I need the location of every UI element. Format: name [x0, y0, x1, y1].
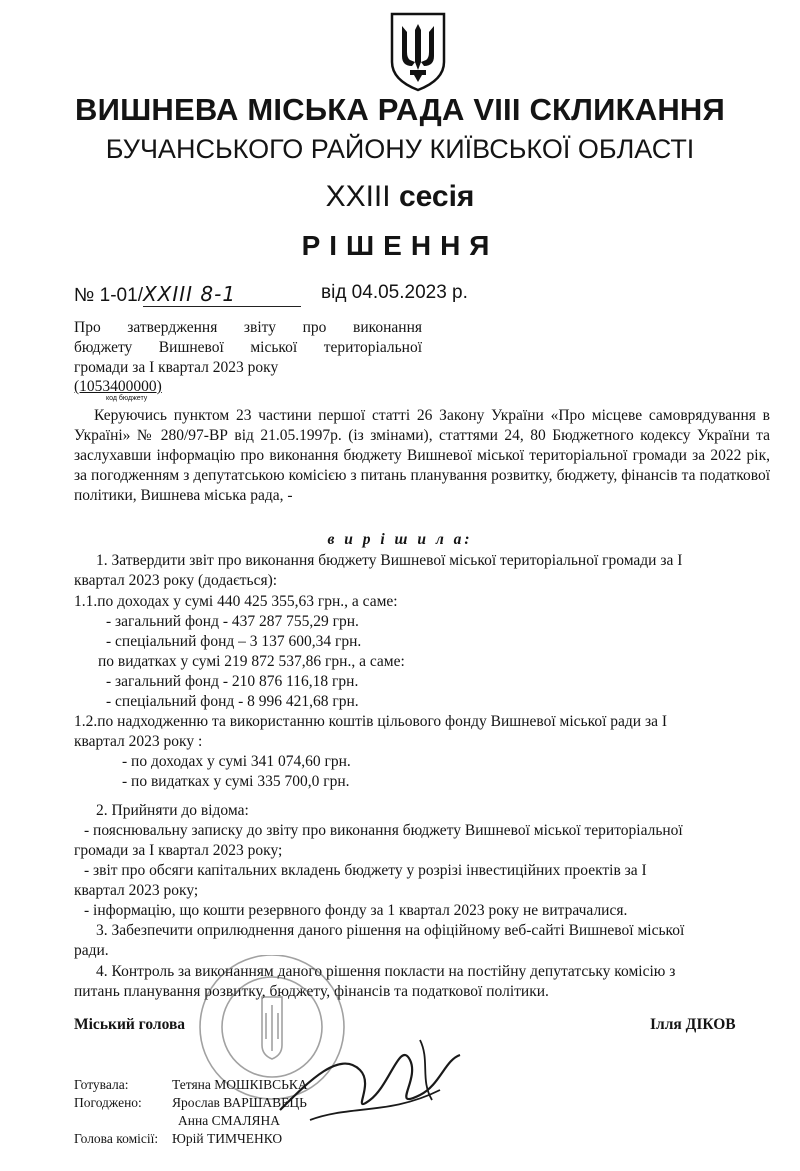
- body-line: квартал 2023 року :: [74, 733, 203, 750]
- body-line: - спеціальний фонд - 8 996 421,68 грн.: [106, 693, 359, 710]
- body-line: по видатках у сумі 219 872 537,86 грн., а саме:: [98, 653, 405, 670]
- decision-number: [74, 282, 301, 307]
- budget-code-caption: код бюджету: [106, 395, 148, 402]
- footer-name: Юрій ТИМЧЕНКО: [172, 1131, 283, 1146]
- session-number: XXIII: [325, 180, 391, 213]
- body-line: 2. Прийняти до відома:: [96, 802, 249, 819]
- subject-line: бюджету Вишневої міської територіальної: [74, 339, 422, 356]
- preamble: Керуючись пунктом 23 частини першої статті 26 Закону України «Про місцеве самоврядування в Україні» № 280/97-ВР від 21.05.1997р. (із змінами), статтями 24, 80 Бюджетного кодексу України та заслухавши інформацію про виконання бюджету Вишневої міської територіальної громади за 2022 рік, за погодженням з депутатською комісією з питань планування розвитку, бюджету, фінансів та податкової політики, Вишнева міська рада, -: [74, 407, 770, 504]
- body-line: квартал 2023 року;: [74, 882, 199, 899]
- body-line: 3. Забезпечити оприлюднення даного рішення на офіційному веб-сайті Вишневої міської: [96, 922, 685, 939]
- handwritten-number: XXIII 8-1: [143, 282, 301, 307]
- number-prefix: № 1-01/: [74, 285, 143, 306]
- body-line: - звіт про обсяги капітальних вкладень бюджету у розрізі інвестиційних проектів за I: [84, 862, 647, 879]
- footer-label: Погоджено:: [74, 1095, 142, 1110]
- body-line: питань планування розвитку, бюджету, фінансів та податкової політики.: [74, 983, 549, 1000]
- body-line: 1. Затвердити звіт про виконання бюджету Вишневої міської територіальної громади за I: [96, 552, 683, 569]
- body-line: квартал 2023 року (додається):: [74, 572, 278, 589]
- council-name: ВИШНЕВА МІСЬКА РАДА VIII СКЛИКАННЯ: [75, 92, 725, 127]
- subject-line: Про затвердження звіту про виконання: [74, 319, 422, 336]
- subject-line: громади за I квартал 2023 року: [74, 359, 279, 376]
- body-line: 1.2.по надходженню та використанню коштів цільового фонду Вишневої міської ради за I: [74, 713, 668, 730]
- body-line: 4. Контроль за виконанням даного рішення покласти на постійну депутатську комісію з: [96, 963, 676, 980]
- body-line: 1.1.по доходах у сумі 440 425 355,63 грн., а саме:: [74, 593, 398, 610]
- body-line: - по видатках у сумі 335 700,0 грн.: [122, 773, 350, 790]
- decision-date: від 04.05.2023 р.: [321, 282, 468, 303]
- document-type: РІШЕННЯ: [301, 230, 499, 261]
- body-line: ради.: [74, 942, 109, 959]
- footer-label: Готувала:: [74, 1077, 129, 1092]
- footer-name: Тетяна МОШКІВСЬКА: [172, 1077, 308, 1092]
- session-word: сесія: [398, 180, 475, 213]
- body-line: - пояснювальну записку до звіту про виконання бюджету Вишневої міської територіальної: [84, 822, 683, 839]
- body-line: - загальний фонд - 210 876 116,18 грн.: [106, 673, 359, 690]
- footer-name: Анна СМАЛЯНА: [178, 1113, 280, 1128]
- budget-code: (1053400000): [74, 378, 162, 395]
- footer-label: Голова комісії:: [74, 1131, 159, 1146]
- body-line: - по доходах у сумі 341 074,60 грн.: [122, 753, 351, 770]
- subject-block: [74, 318, 422, 378]
- body-line: - інформацію, що кошти резервного фонду за 1 квартал 2023 року не витрачалися.: [84, 902, 628, 919]
- decided-heading: в и р і ш и л а:: [327, 531, 473, 548]
- signatory-name: Ілля ДІКОВ: [650, 1016, 736, 1033]
- session-title: [0, 180, 800, 214]
- signature-title: Міський голова: [74, 1016, 186, 1033]
- coat-of-arms-icon: [388, 10, 448, 92]
- body-line: - спеціальний фонд – 3 137 600,34 грн.: [106, 633, 362, 650]
- body-line: громади за I квартал 2023 року;: [74, 842, 283, 859]
- district-name: БУЧАНСЬКОГО РАЙОНУ КИЇВСЬКОЇ ОБЛАСТІ: [105, 134, 695, 164]
- body-line: - загальний фонд - 437 287 755,29 грн.: [106, 613, 359, 630]
- footer-name: Ярослав ВАРШАВЕЦЬ: [172, 1095, 307, 1110]
